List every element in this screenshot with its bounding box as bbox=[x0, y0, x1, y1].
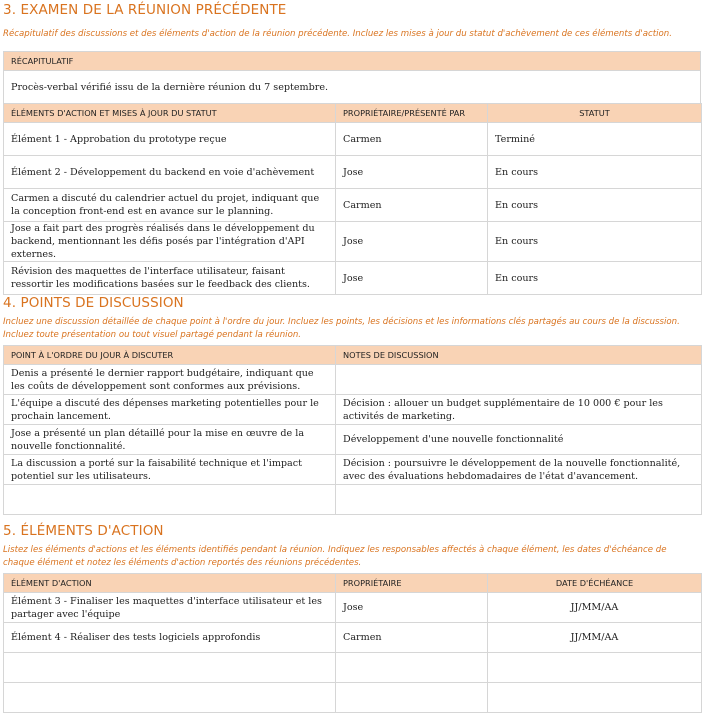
status-col-owner: PROPRIÉTAIRE/PRÉSENTÉ PAR bbox=[336, 104, 488, 123]
action-item: Élément 4 - Réaliser des tests logiciels approfondis bbox=[4, 623, 336, 653]
discussion-col-point: POINT À L'ORDRE DU JOUR À DISCUTER bbox=[4, 346, 336, 365]
status-item: Jose a fait part des progrès réalisés dans le développement du backend, mentionnant les défis posés par l'intégration d'API externes. bbox=[4, 222, 336, 262]
action-item bbox=[4, 683, 336, 713]
status-value: En cours bbox=[488, 222, 702, 262]
action-due: JJ/MM/AA bbox=[488, 623, 702, 653]
action-col-due: DATE D'ÉCHÉANCE bbox=[488, 574, 702, 593]
status-item: Carmen a discuté du calendrier actuel du projet, indiquant que la conception front-end est en avance sur le planning. bbox=[4, 189, 336, 222]
status-item: Élément 2 - Développement du backend en voie d'achèvement bbox=[4, 156, 336, 189]
status-value: En cours bbox=[488, 189, 702, 222]
section-4-title: 4. POINTS DE DISCUSSION bbox=[3, 295, 184, 311]
action-owner: Carmen bbox=[336, 623, 488, 653]
action-owner bbox=[336, 683, 488, 713]
status-value: En cours bbox=[488, 262, 702, 295]
section-5-description: Listez les éléments d'actions et les éléments identifiés pendant la réunion. Indiquez les responsables affectés à chaque élément, les dates d'échéance de chaque élément et notez les éléments d'action reportés des réunions précédentes. bbox=[3, 545, 667, 568]
section-4-description: Incluez une discussion détaillée de chaque point à l'ordre du jour. Incluez les points, les décisions et les informations clés partagés au cours de la discussion. Incluez toute présentation ou tout visuel partagé pendant la réunion. bbox=[3, 317, 680, 340]
action-col-owner: PROPRIÉTAIRE bbox=[336, 574, 488, 593]
action-due: JJ/MM/AA bbox=[488, 593, 702, 623]
discussion-notes: Décision : poursuivre le développement de la nouvelle fonctionnalité, avec des évaluations hebdomadaires de l'état d'avancement. bbox=[336, 455, 702, 485]
status-item: Révision des maquettes de l'interface utilisateur, faisant ressortir les modifications basées sur le feedback des clients. bbox=[4, 262, 336, 295]
discussion-point: L'équipe a discuté des dépenses marketing potentielles pour le prochain lancement. bbox=[4, 395, 336, 425]
table-row bbox=[4, 395, 702, 425]
table-row bbox=[4, 262, 702, 295]
action-item bbox=[4, 653, 336, 683]
table-row bbox=[4, 365, 702, 395]
status-table bbox=[3, 103, 702, 295]
table-row bbox=[4, 189, 702, 222]
table-row bbox=[4, 123, 702, 156]
status-owner: Carmen bbox=[336, 189, 488, 222]
recap-header: RÉCAPITULATIF bbox=[4, 52, 701, 71]
discussion-notes bbox=[336, 365, 702, 395]
table-row bbox=[4, 425, 702, 455]
status-owner: Carmen bbox=[336, 123, 488, 156]
status-owner: Jose bbox=[336, 156, 488, 189]
status-owner: Jose bbox=[336, 222, 488, 262]
table-row bbox=[4, 156, 702, 189]
status-value: Terminé bbox=[488, 123, 702, 156]
discussion-notes bbox=[336, 485, 702, 515]
action-due bbox=[488, 653, 702, 683]
status-value: En cours bbox=[488, 156, 702, 189]
section-3-title: 3. EXAMEN DE LA RÉUNION PRÉCÉDENTE bbox=[3, 2, 287, 18]
discussion-point bbox=[4, 485, 336, 515]
recap-table bbox=[3, 51, 701, 105]
discussion-point: Jose a présenté un plan détaillé pour la mise en œuvre de la nouvelle fonctionnalité. bbox=[4, 425, 336, 455]
table-row bbox=[4, 683, 702, 713]
table-row bbox=[4, 653, 702, 683]
action-due bbox=[488, 683, 702, 713]
section-5-title: 5. ÉLÉMENTS D'ACTION bbox=[3, 523, 164, 539]
discussion-col-notes: NOTES DE DISCUSSION bbox=[336, 346, 702, 365]
status-col-status: STATUT bbox=[488, 104, 702, 123]
action-col-item: ÉLÉMENT D'ACTION bbox=[4, 574, 336, 593]
action-owner: Jose bbox=[336, 593, 488, 623]
discussion-point: La discussion a porté sur la faisabilité technique et l'impact potentiel sur les utilisateurs. bbox=[4, 455, 336, 485]
action-item: Élément 3 - Finaliser les maquettes d'interface utilisateur et les partager avec l'équipe bbox=[4, 593, 336, 623]
table-row bbox=[4, 623, 702, 653]
action-items-table bbox=[3, 573, 702, 713]
recap-text: Procès-verbal vérifié issu de la dernière réunion du 7 septembre. bbox=[4, 71, 701, 105]
discussion-table bbox=[3, 345, 702, 515]
status-col-item: ÉLÉMENTS D'ACTION ET MISES À JOUR DU STATUT bbox=[4, 104, 336, 123]
discussion-point: Denis a présenté le dernier rapport budgétaire, indiquant que les coûts de développement sont conformes aux prévisions. bbox=[4, 365, 336, 395]
table-row bbox=[4, 222, 702, 262]
section-3-description: Récapitulatif des discussions et des éléments d'action de la réunion précédente. Incluez les mises à jour du statut d'achèvement de ces éléments d'action. bbox=[3, 29, 672, 39]
status-item: Élément 1 - Approbation du prototype reçue bbox=[4, 123, 336, 156]
table-row bbox=[4, 485, 702, 515]
status-owner: Jose bbox=[336, 262, 488, 295]
discussion-notes: Décision : allouer un budget supplémentaire de 10 000 € pour les activités de marketing. bbox=[336, 395, 702, 425]
discussion-notes: Développement d'une nouvelle fonctionnalité bbox=[336, 425, 702, 455]
action-owner bbox=[336, 653, 488, 683]
table-row bbox=[4, 593, 702, 623]
table-row bbox=[4, 455, 702, 485]
